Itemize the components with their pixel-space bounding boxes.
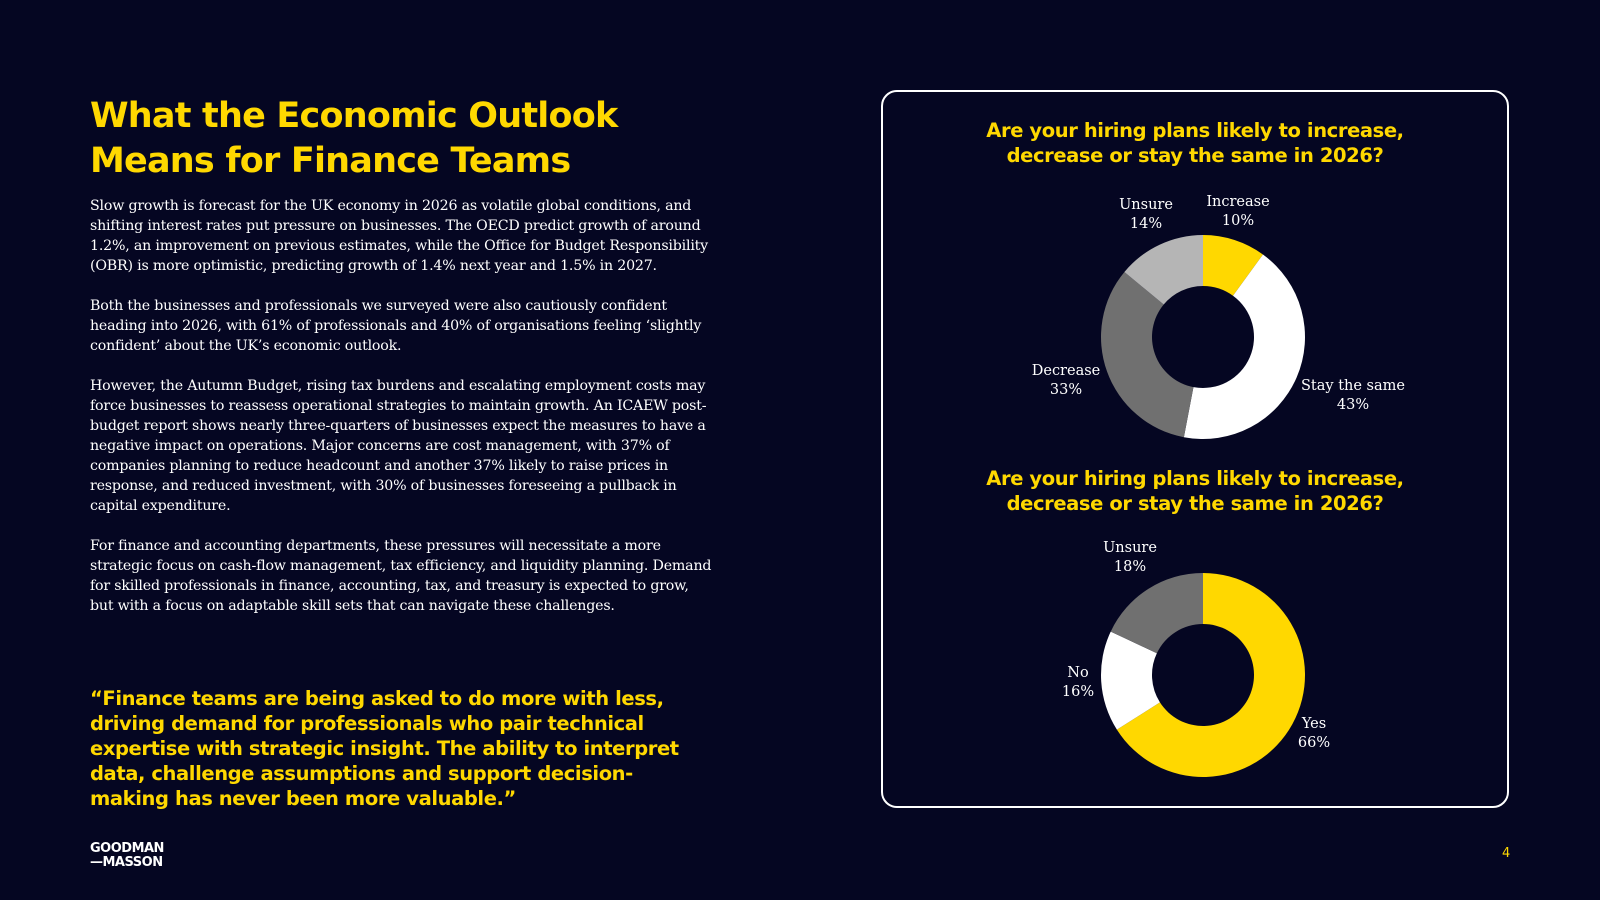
page-number: 4 <box>1502 846 1511 861</box>
donut-charts <box>883 92 1511 810</box>
page-title <box>90 94 790 184</box>
chart-2-label-yes: Yes <box>1301 716 1327 732</box>
body-paragraph-2: Both the businesses and professionals we surveyed were also cautiously confident heading into 2026, with 61% of professionals and 40% of organisations feeling ‘slightly confident’ about the UK’s economic outlook. <box>90 298 702 354</box>
chart-2-value-yes: 66% <box>1297 735 1331 751</box>
body-paragraph-3: However, the Autumn Budget, rising tax burdens and escalating employment costs may force businesses to reassess operational strategies to maintain growth. An ICAEW post-budget report shows nearly three-quarters of businesses expect the measures to have a negative impact on operations. Major concerns are cost management, with 37% of companies planning to reduce headcount and another 37% likely to raise prices in response, and reduced investment, with 30% of businesses foreseeing a pullback in capital expenditure. <box>90 378 707 514</box>
chart-1-value-stay-the-same: 43% <box>1336 397 1370 413</box>
chart-2-value-unsure: 18% <box>1113 559 1147 575</box>
chart-2-label-no: No <box>1067 665 1089 681</box>
chart-1-value-decrease: 33% <box>1049 382 1083 398</box>
chart-1-slice-decrease <box>1101 272 1193 437</box>
page-title-line-2: Means for Finance Teams <box>90 141 571 181</box>
chart-1-label-decrease: Decrease <box>1031 363 1101 379</box>
body-paragraph-1: Slow growth is forecast for the UK economy in 2026 as volatile global conditions, and shifting interest rates put pressure on businesses. The OECD predict growth of around 1.2%, an improvement on previous estimates, while the Office for Budget Responsibility (OBR) is more optimistic, predicting growth of 1.4% next year and 1.5% in 2027. <box>90 198 708 274</box>
chart-panel <box>881 90 1509 808</box>
chart-1-label-increase: Increase <box>1206 194 1270 210</box>
chart-1-title-line-1: Are your hiring plans likely to increase, <box>986 119 1404 142</box>
chart-1-value-increase: 10% <box>1221 213 1255 229</box>
chart-2-label-unsure: Unsure <box>1103 540 1157 556</box>
chart-2-value-no: 16% <box>1061 684 1095 700</box>
chart-2-title-line-2: decrease or stay the same in 2026? <box>1006 492 1384 515</box>
page-title-line-1: What the Economic Outlook <box>90 96 618 136</box>
chart-1-label-unsure: Unsure <box>1119 197 1173 213</box>
chart-2-title-line-1: Are your hiring plans likely to increase, <box>986 467 1404 490</box>
body-text <box>90 196 715 636</box>
logo-line-2: —MASSON <box>90 855 163 870</box>
chart-1-value-unsure: 14% <box>1129 216 1163 232</box>
chart-1-title-line-2: decrease or stay the same in 2026? <box>1006 144 1384 167</box>
logo-line-1: GOODMAN <box>90 841 164 856</box>
pull-quote: “Finance teams are being asked to do more with less, driving demand for professionals who pair technical expertise with strategic insight. The ability to interpret data, challenge assumptions and support decision-making has never been more valuable.” <box>90 687 679 810</box>
chart-1-label-stay-the-same: Stay the same <box>1301 378 1405 394</box>
company-logo <box>90 842 164 870</box>
body-paragraph-4: For finance and accounting departments, these pressures will necessitate a more strategic focus on cash-flow management, tax efficiency, and liquidity planning. Demand for skilled professionals in finance, accounting, tax, and treasury is expected to grow, but with a focus on adaptable skill sets that can navigate these challenges. <box>90 538 712 614</box>
